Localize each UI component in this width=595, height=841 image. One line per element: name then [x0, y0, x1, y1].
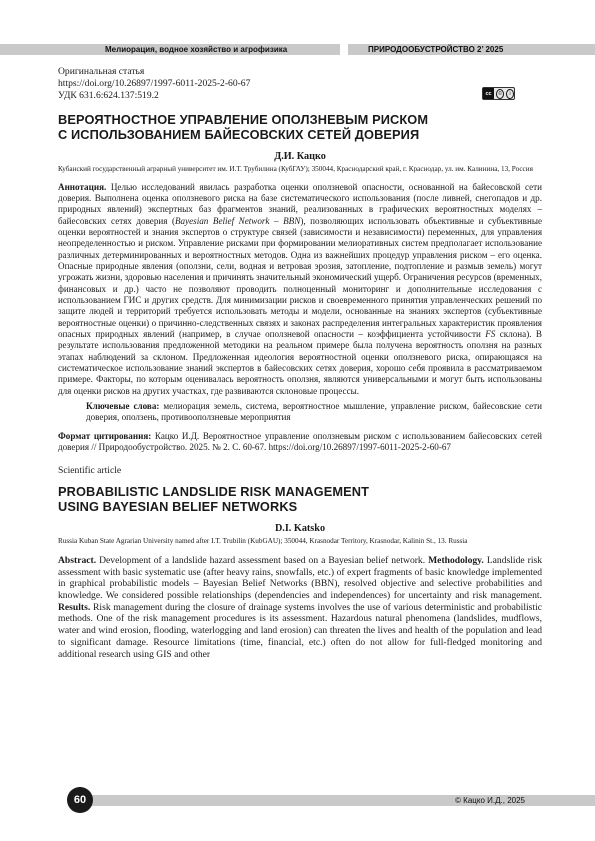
- ru-citation-text: Кацко И.Д. Вероятностное управление оползневым риском с использованием байесовских сетей доверия // Природообустройство. 2025. № 2. С. 60-67. https://doi.org/10.26897/1997-6011-2025-2-60-67: [58, 430, 542, 453]
- ru-abstract-italic-2: FS: [485, 328, 496, 339]
- journal-issue-title: ПРИРОДООБУСТРОЙСТВО 2’ 2025: [368, 45, 504, 54]
- ru-affiliation: Кубанский государственный аграрный университет им. И.Т. Трубилина (КубГАУ); 350044, Краснодарский край, г. Краснодар, ул. им. Калинина, 13, Россия: [58, 165, 533, 173]
- en-author: D.I. Katsko: [274, 523, 326, 535]
- ru-abstract-italic-1: Bayesian Belief Network – BBN: [175, 215, 301, 226]
- ru-abstract-part-2: ), позволяющих использовать объективные и субъективные оценки вероятностей и знания экспертов о структуре связей (зависимости и независимости) переменных, для управления неопределенностью и риском. Управление рисками при формировании мелиоративных систем предполагает использование различных детерминированных и вероятностных методов. Одна из важнейших процедур управления риском – его оценка. Опасные природные явления (оползни, сели, водная и ветровая эрозия, затопление, подтопление и размыв земель) могут угрожать жизни, здоровью населения и причинять значительный экономический ущерб. Ограничения ресурсов (временных, финансовых и др.) часто не позволяют проводить полноценный мониторинг и дополнительные исследования с использованием ГИС и других средств. Для минимизации рисков и своевременного принятия управленческих решений по защите людей и территорий требуется использовать методы и модели, основанные на знаниях экспертов (субъективные вероятностные оценки) о причинно-следственных связях и законах распределения интегральных характеристик проявления опасных природных явлений (например, в случае оползневой опасности – коэффициента устойчивости: [58, 215, 542, 339]
- ru-abstract-label: Аннотация.: [58, 181, 107, 192]
- en-title-line-1: PROBABILISTIC LANDSLIDE RISK MANAGEMENT: [58, 484, 370, 500]
- ru-title: [58, 113, 542, 142]
- ru-abstract-part-3: склона). В результате использования предложенной методики на реальном примере была получена вероятность оползня на разных этапах наблюдений за склоном. Предложенная идеология вероятностной оценки оползневого риска, опирающаяся на систематическое использование знаний экспертов в байесовских сетях доверия, хорошо себя проявила в рассматриваемом примере. Факторы, по которым оценивалась вероятность оползня, являются универсальными и могут быть использованы для оценки рисков на других участках, где развиваются склоновые процессы.: [58, 328, 542, 396]
- ru-keywords-label: Ключевые слова:: [86, 401, 160, 412]
- ru-citation: [58, 431, 542, 454]
- udc-code: УДК 631.6:624.137:519.2: [58, 90, 159, 101]
- en-methodology-label: Methodology.: [428, 554, 484, 566]
- ru-title-line-1: ВЕРОЯТНОСТНОЕ УПРАВЛЕНИЕ ОПОЛЗНЕВЫМ РИСКОМ: [58, 112, 429, 127]
- doi-link[interactable]: https://doi.org/10.26897/1997-6011-2025-2-60-67: [58, 78, 251, 89]
- en-abstract: [58, 555, 542, 660]
- footer-copyright: © Кацко И.Д., 2025: [455, 796, 525, 805]
- en-results-text: Risk management during the closure of drainage systems involves the use of various deterministic and probabilistic methods. One of the risk management procedures is its assessment. Hazardous natural phenomena (landslides, mudflows, water and wind erosion, flooding, waterlogging and land erosion) can threaten the lives and health of the population and lead to significant damage. Resource limitations (time, financial, etc.) often do not allow for full-fledged monitoring and additional research using GIS and other: [58, 601, 542, 660]
- cc-circle-icon: ©: [496, 89, 504, 99]
- page-number: 60: [67, 787, 93, 813]
- ru-abstract-part-1: Целью исследований явилась разработка оценки оползневой опасности, основанной на байесовской сети доверия. Выполнена оценка оползневого риска на базе систематического использования (после ливней, снегопадов и др. природных явлений) экспертных баз фрагментов знаний, реализованных в графических вероятностных моделях – байесовских сетях доверия (: [58, 181, 542, 226]
- ru-author: Д.И. Кацко: [274, 151, 326, 162]
- en-article-type: Scientific article: [58, 465, 122, 477]
- en-abstract-label: Abstract.: [58, 554, 97, 566]
- en-abstract-text: Development of a landslide hazard assessment based on a Bayesian belief network.: [99, 554, 426, 566]
- en-results-label: Results.: [58, 601, 91, 613]
- ru-keywords: [86, 401, 542, 424]
- article-content: [58, 66, 542, 660]
- ru-citation-label: Формат цитирования:: [58, 430, 152, 441]
- en-title-line-2: USING BAYESIAN BELIEF NETWORKS: [58, 498, 298, 514]
- journal-section-title: Мелиорация, водное хозяйство и агрофизика: [105, 45, 288, 54]
- ru-keywords-text: мелиорация земель, система, вероятностное мышление, управление риском, байесовские сети доверия, оползень, противооползневые мероприятия: [86, 401, 542, 423]
- en-affiliation: Russia Kuban State Agrarian University named after I.T. Trubilin (KubGAU); 350044, Krasnodar Territory, Krasnodar, Kalinin St., 13. Russia: [58, 537, 468, 546]
- ru-title-line-2: С ИСПОЛЬЗОВАНИЕМ БАЙЕСОВСКИХ СЕТЕЙ ДОВЕРИЯ: [58, 126, 420, 142]
- en-title: [58, 485, 542, 514]
- attribution-icon: i: [506, 89, 514, 99]
- article-type: Оригинальная статья: [58, 66, 145, 77]
- en-methodology-text: Landslide risk assessment with basic systematic use (after heavy rains, snowfalls, etc.) of expert fragments of basic knowledge implemented in graphical probabilistic models – Bayesian Belief Networks (BBN), resolved objective and selective probabilities and knowledge. We considered possible relationships (dependencies and independences) for uncertainty and risk management.: [58, 554, 543, 602]
- ru-abstract: [58, 182, 542, 398]
- cc-logo-icon: cc: [483, 88, 494, 99]
